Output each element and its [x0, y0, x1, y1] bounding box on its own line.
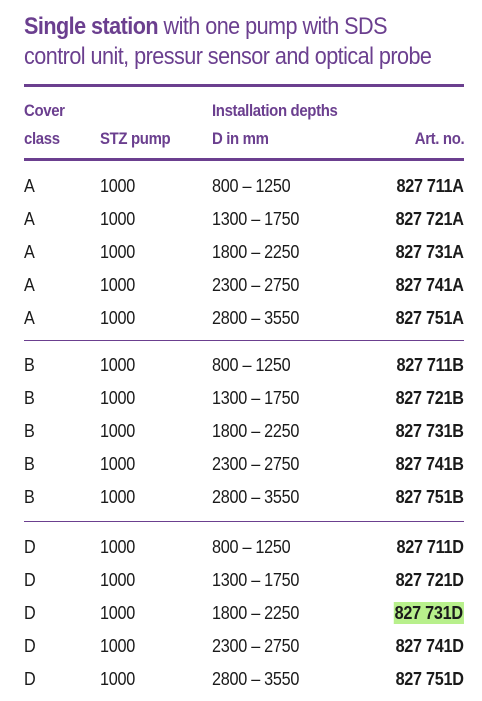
- title-line-2: control unit, pressur sensor and optical probe: [24, 43, 432, 70]
- cover-class-cell: B: [24, 487, 35, 507]
- article-number-cell: 827 721B: [395, 388, 464, 408]
- article-number-cell: 827 751B: [395, 487, 464, 507]
- pump-cell: 1000: [100, 176, 135, 196]
- depth-cell: 2800 – 3550: [212, 308, 300, 328]
- article-number-cell: 827 711D: [396, 537, 464, 557]
- pump-cell: 1000: [100, 454, 135, 474]
- article-number-cell: 827 721D: [395, 570, 464, 590]
- header-art: Art. no.: [414, 129, 464, 148]
- pump-cell: 1000: [100, 537, 135, 557]
- depth-cell: 1800 – 2250: [212, 242, 300, 262]
- article-number-cell: 827 721A: [395, 209, 464, 229]
- depth-cell: 2800 – 3550: [212, 669, 300, 689]
- depth-cell: 2300 – 2750: [212, 636, 300, 656]
- cover-class-cell: B: [24, 421, 35, 441]
- cover-class-cell: A: [24, 176, 35, 196]
- title-line-1: [24, 12, 429, 42]
- article-number-cell: 827 711A: [396, 176, 464, 196]
- group-divider: [24, 340, 464, 341]
- cover-class-cell: A: [24, 242, 35, 262]
- cover-class-cell: D: [24, 570, 36, 590]
- title-rule: [24, 84, 464, 87]
- depth-cell: 1800 – 2250: [212, 421, 300, 441]
- pump-cell: 1000: [100, 355, 135, 375]
- pump-cell: 1000: [100, 388, 135, 408]
- pump-cell: 1000: [100, 242, 135, 262]
- pump-cell: 1000: [100, 570, 135, 590]
- pump-cell: 1000: [100, 487, 135, 507]
- cover-class-cell: A: [24, 209, 35, 229]
- depth-cell: 2300 – 2750: [212, 454, 300, 474]
- article-number-cell: 827 731A: [395, 242, 464, 262]
- pump-cell: 1000: [100, 421, 135, 441]
- article-number-cell: 827 741B: [395, 454, 464, 474]
- header-rule: [24, 158, 464, 161]
- cover-class-cell: A: [24, 308, 35, 328]
- depth-cell: 1300 – 1750: [212, 570, 300, 590]
- group-divider: [24, 521, 464, 522]
- page-title: [24, 12, 432, 72]
- depth-cell: 800 – 1250: [212, 537, 291, 557]
- pump-cell: 1000: [100, 275, 135, 295]
- cover-class-cell: D: [24, 636, 36, 656]
- article-number-cell: 827 731B: [395, 421, 464, 441]
- cover-class-cell: B: [24, 454, 35, 474]
- depth-cell: 800 – 1250: [212, 176, 291, 196]
- cover-class-cell: D: [24, 537, 36, 557]
- title-rest: with one pump with SDS: [158, 13, 387, 40]
- cover-class-cell: D: [24, 669, 36, 689]
- header-depth-line1: Installation depths: [212, 101, 338, 120]
- pump-cell: 1000: [100, 308, 135, 328]
- header-cover-line1: Cover: [24, 101, 65, 120]
- header-cover-line2: class: [24, 129, 60, 148]
- article-number-cell: 827 741A: [395, 275, 464, 295]
- article-number-cell: 827 731D: [394, 603, 464, 623]
- cover-class-cell: D: [24, 603, 36, 623]
- header-depth-line2: D in mm: [212, 129, 269, 148]
- depth-cell: 1300 – 1750: [212, 209, 300, 229]
- cover-class-cell: B: [24, 388, 35, 408]
- pump-cell: 1000: [100, 636, 135, 656]
- pump-cell: 1000: [100, 603, 135, 623]
- depth-cell: 2300 – 2750: [212, 275, 300, 295]
- depth-cell: 2800 – 3550: [212, 487, 300, 507]
- header-pump: STZ pump: [100, 129, 171, 148]
- article-number-cell: 827 751A: [395, 308, 464, 328]
- cover-class-cell: B: [24, 355, 35, 375]
- cover-class-cell: A: [24, 275, 35, 295]
- depth-cell: 800 – 1250: [212, 355, 291, 375]
- title-bold: Single station: [24, 13, 159, 40]
- depth-cell: 1300 – 1750: [212, 388, 300, 408]
- depth-cell: 1800 – 2250: [212, 603, 300, 623]
- article-number-cell: 827 741D: [395, 636, 464, 656]
- article-number-cell: 827 751D: [395, 669, 464, 689]
- pump-cell: 1000: [100, 209, 135, 229]
- pump-cell: 1000: [100, 669, 135, 689]
- article-number-cell: 827 711B: [396, 355, 464, 375]
